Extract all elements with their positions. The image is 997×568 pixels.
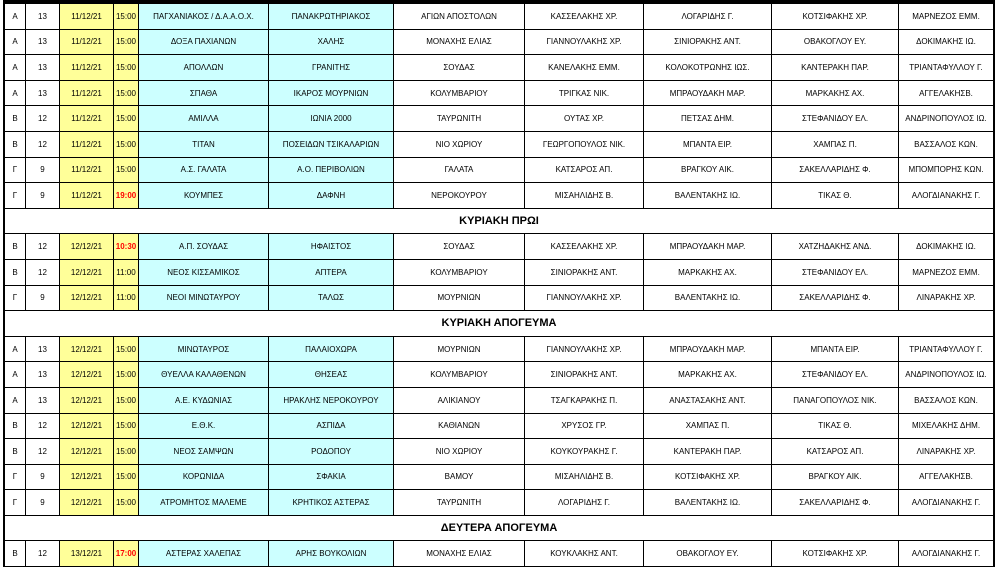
away-team-cell: ΗΡΑΚΛΗΣ ΝΕΡΟΚΟΥΡΟΥ (269, 388, 394, 414)
date-cell: 11/12/21 (60, 55, 114, 81)
venue-cell: ΑΛΙΚΙΑΝΟΥ (394, 388, 525, 414)
referee-cell: ΤΡΙΓΚΑΣ ΝΙΚ. (525, 81, 644, 107)
away-team-cell: ΠΑΛΑΙΟΧΩΡΑ (269, 337, 394, 363)
assistant-1-cell: ΛΟΓΑΡΙΔΗΣ Γ. (644, 4, 772, 30)
category-cell: Γ (3, 183, 26, 209)
assistant-2-cell: ΚΟΤΣΙΦΑΚΗΣ ΧΡ. (772, 541, 899, 567)
table-row (3, 388, 995, 414)
away-team-cell: ΡΟΔΟΠΟΥ (269, 439, 394, 465)
home-team-cell: Α.Π. ΣΟΥΔΑΣ (139, 234, 269, 260)
assistant-1-cell: ΚΟΛΟΚΟΤΡΩΝΗΣ ΙΩΣ. (644, 55, 772, 81)
age-cell: 12 (26, 439, 60, 465)
assistant-2-cell: ΟΒΑΚΟΓΛΟΥ ΕΥ. (772, 30, 899, 56)
time-cell: 17:00 (114, 541, 139, 567)
age-cell: 9 (26, 490, 60, 516)
age-cell: 13 (26, 55, 60, 81)
assistant-1-cell: ΒΡΑΓΚΟΥ ΑΙΚ. (644, 158, 772, 184)
observer-cell: ΒΑΣΣΑΛΟΣ ΚΩΝ. (899, 132, 995, 158)
referee-cell: ΓΙΑΝΝΟΥΛΑΚΗΣ ΧΡ. (525, 337, 644, 363)
table-row (3, 362, 995, 388)
referee-cell: ΜΙΣΑΗΛΙΔΗΣ Β. (525, 465, 644, 491)
age-cell: 9 (26, 158, 60, 184)
category-cell: Γ (3, 465, 26, 491)
assistant-1-cell: ΧΑΜΠΑΣ Π. (644, 414, 772, 440)
category-cell: Β (3, 234, 26, 260)
category-cell: Β (3, 260, 26, 286)
observer-cell: ΜΑΡΝΕΖΟΣ ΕΜΜ. (899, 4, 995, 30)
category-cell: Β (3, 414, 26, 440)
observer-cell: ΑΛΟΓΔΙΑΝΑΚΗΣ Γ. (899, 541, 995, 567)
age-cell: 12 (26, 234, 60, 260)
time-cell: 15:00 (114, 337, 139, 363)
home-team-cell: ΝΕΟΣ ΚΙΣΣΑΜΙΚΟΣ (139, 260, 269, 286)
date-cell: 12/12/21 (60, 414, 114, 440)
age-cell: 12 (26, 414, 60, 440)
fixtures-table (3, 4, 995, 567)
assistant-2-cell: ΜΑΡΚΑΚΗΣ ΑΧ. (772, 81, 899, 107)
category-cell: Α (3, 30, 26, 56)
home-team-cell: ΘΥΕΛΛΑ ΚΑΛΑΘΕΝΩΝ (139, 362, 269, 388)
date-cell: 12/12/21 (60, 465, 114, 491)
category-cell: Β (3, 132, 26, 158)
assistant-2-cell: ΣΑΚΕΛΛΑΡΙΔΗΣ Φ. (772, 286, 899, 312)
assistant-2-cell: ΠΑΝΑΓΟΠΟΥΛΟΣ ΝΙΚ. (772, 388, 899, 414)
referee-cell: ΣΙΝΙΟΡΑΚΗΣ ΑΝΤ. (525, 260, 644, 286)
home-team-cell: ΔΟΞΑ ΠΑΧΙΑΝΩΝ (139, 30, 269, 56)
assistant-1-cell: ΜΑΡΚΑΚΗΣ ΑΧ. (644, 362, 772, 388)
venue-cell: ΝΙΟ ΧΩΡΙΟΥ (394, 439, 525, 465)
home-team-cell: ΑΤΡΟΜΗΤΟΣ ΜΑΛΕΜΕ (139, 490, 269, 516)
assistant-2-cell: ΚΑΤΣΑΡΟΣ ΑΠ. (772, 439, 899, 465)
time-cell: 15:00 (114, 414, 139, 440)
home-team-cell: ΑΣΤΕΡΑΣ ΧΑΛΕΠΑΣ (139, 541, 269, 567)
observer-cell: ΤΡΙΑΝΤΑΦΥΛΛΟΥ Γ. (899, 55, 995, 81)
venue-cell: ΒΑΜΟΥ (394, 465, 525, 491)
referee-cell: ΚΑΤΣΑΡΟΣ ΑΠ. (525, 158, 644, 184)
venue-cell: ΚΟΛΥΜΒΑΡΙΟΥ (394, 260, 525, 286)
date-cell: 12/12/21 (60, 260, 114, 286)
time-cell: 15:00 (114, 439, 139, 465)
observer-cell: ΤΡΙΑΝΤΑΦΥΛΛΟΥ Γ. (899, 337, 995, 363)
home-team-cell: ΑΠΟΛΛΩΝ (139, 55, 269, 81)
referee-cell: ΧΡΥΣΟΣ ΓΡ. (525, 414, 644, 440)
assistant-1-cell: ΠΕΤΣΑΣ ΔΗΜ. (644, 106, 772, 132)
time-cell: 19:00 (114, 183, 139, 209)
assistant-1-cell: ΜΠΑΝΤΑ ΕΙΡ. (644, 132, 772, 158)
table-row (3, 183, 995, 209)
time-cell: 15:00 (114, 81, 139, 107)
category-cell: Γ (3, 158, 26, 184)
referee-cell: ΛΟΓΑΡΙΔΗΣ Γ. (525, 490, 644, 516)
home-team-cell: Α.Σ. ΓΑΛΑΤΑ (139, 158, 269, 184)
assistant-2-cell: ΤΙΚΑΣ Θ. (772, 183, 899, 209)
table-row (3, 106, 995, 132)
section-header: ΚΥΡΙΑΚΗ ΠΡΩΙ (3, 209, 995, 235)
age-cell: 13 (26, 30, 60, 56)
category-cell: Γ (3, 490, 26, 516)
table-row (3, 439, 995, 465)
section-header: ΚΥΡΙΑΚΗ ΑΠΟΓΕΥΜΑ (3, 311, 995, 337)
assistant-1-cell: ΜΠΡΑΟΥΔΑΚΗ ΜΑΡ. (644, 234, 772, 260)
age-cell: 9 (26, 465, 60, 491)
home-team-cell: ΤΙΤΑΝ (139, 132, 269, 158)
observer-cell: ΛΙΝΑΡΑΚΗΣ ΧΡ. (899, 439, 995, 465)
assistant-2-cell: ΒΡΑΓΚΟΥ ΑΙΚ. (772, 465, 899, 491)
home-team-cell: ΚΟΡΩΝΙΔΑ (139, 465, 269, 491)
category-cell: Α (3, 337, 26, 363)
time-cell: 11:00 (114, 260, 139, 286)
assistant-2-cell: ΣΑΚΕΛΛΑΡΙΔΗΣ Φ. (772, 158, 899, 184)
away-team-cell: ΗΦΑΙΣΤΟΣ (269, 234, 394, 260)
referee-cell: ΜΙΣΑΗΛΙΔΗΣ Β. (525, 183, 644, 209)
assistant-2-cell: ΣΤΕΦΑΝΙΔΟΥ ΕΛ. (772, 106, 899, 132)
observer-cell: ΔΟΚΙΜΑΚΗΣ ΙΩ. (899, 30, 995, 56)
age-cell: 12 (26, 106, 60, 132)
assistant-2-cell: ΧΑΤΖΗΔΑΚΗΣ ΑΝΔ. (772, 234, 899, 260)
assistant-1-cell: ΚΟΤΣΙΦΑΚΗΣ ΧΡ. (644, 465, 772, 491)
venue-cell: ΚΑΘΙΑΝΩΝ (394, 414, 525, 440)
referee-cell: ΓΙΑΝΝΟΥΛΑΚΗΣ ΧΡ. (525, 286, 644, 312)
away-team-cell: ΘΗΣΕΑΣ (269, 362, 394, 388)
category-cell: Β (3, 541, 26, 567)
time-cell: 15:00 (114, 30, 139, 56)
table-row (3, 81, 995, 107)
home-team-cell: ΜΙΝΩΤΑΥΡΟΣ (139, 337, 269, 363)
referee-cell: ΚΟΥΚΛΑΚΗΣ ΑΝΤ. (525, 541, 644, 567)
date-cell: 11/12/21 (60, 158, 114, 184)
venue-cell: ΤΑΥΡΩΝΙΤΗ (394, 106, 525, 132)
time-cell: 15:00 (114, 362, 139, 388)
away-team-cell: ΑΠΤΕΡΑ (269, 260, 394, 286)
venue-cell: ΣΟΥΔΑΣ (394, 55, 525, 81)
date-cell: 11/12/21 (60, 30, 114, 56)
date-cell: 11/12/21 (60, 106, 114, 132)
assistant-1-cell: ΚΑΝΤΕΡΑΚΗ ΠΑΡ. (644, 439, 772, 465)
time-cell: 15:00 (114, 132, 139, 158)
date-cell: 12/12/21 (60, 439, 114, 465)
venue-cell: ΚΟΛΥΜΒΑΡΙΟΥ (394, 81, 525, 107)
table-row (3, 337, 995, 363)
time-cell: 15:00 (114, 490, 139, 516)
section-header: ΔΕΥΤΕΡΑ ΑΠΟΓΕΥΜΑ (3, 516, 995, 542)
referee-cell: ΤΣΑΓΚΑΡΑΚΗΣ Π. (525, 388, 644, 414)
home-team-cell: ΝΕΟΙ ΜΙΝΩΤΑΥΡΟΥ (139, 286, 269, 312)
observer-cell: ΑΓΓΕΛΑΚΗΣΒ. (899, 465, 995, 491)
time-cell: 15:00 (114, 4, 139, 30)
observer-cell: ΑΓΓΕΛΑΚΗΣΒ. (899, 81, 995, 107)
observer-cell: ΛΙΝΑΡΑΚΗΣ ΧΡ. (899, 286, 995, 312)
assistant-1-cell: ΜΑΡΚΑΚΗΣ ΑΧ. (644, 260, 772, 286)
venue-cell: ΝΕΡΟΚΟΥΡΟΥ (394, 183, 525, 209)
assistant-1-cell: ΜΠΡΑΟΥΔΑΚΗ ΜΑΡ. (644, 81, 772, 107)
venue-cell: ΜΟΝΑΧΗΣ ΕΛΙΑΣ (394, 30, 525, 56)
category-cell: Α (3, 4, 26, 30)
time-cell: 15:00 (114, 388, 139, 414)
category-cell: Γ (3, 286, 26, 312)
table-row (3, 4, 995, 30)
observer-cell: ΑΝΔΡΙΝΟΠΟΥΛΟΣ ΙΩ. (899, 106, 995, 132)
time-cell: 15:00 (114, 106, 139, 132)
assistant-2-cell: ΚΑΝΤΕΡΑΚΗ ΠΑΡ. (772, 55, 899, 81)
time-cell: 15:00 (114, 158, 139, 184)
age-cell: 9 (26, 286, 60, 312)
age-cell: 13 (26, 81, 60, 107)
assistant-1-cell: ΒΑΛΕΝΤΑΚΗΣ ΙΩ. (644, 286, 772, 312)
assistant-2-cell: ΚΟΤΣΙΦΑΚΗΣ ΧΡ. (772, 4, 899, 30)
time-cell: 11:00 (114, 286, 139, 312)
away-team-cell: ΑΡΗΣ ΒΟΥΚΟΛΙΩΝ (269, 541, 394, 567)
assistant-1-cell: ΑΝΑΣΤΑΣΑΚΗΣ ΑΝΤ. (644, 388, 772, 414)
venue-cell: ΚΟΛΥΜΒΑΡΙΟΥ (394, 362, 525, 388)
date-cell: 11/12/21 (60, 183, 114, 209)
home-team-cell: ΝΕΟΣ ΣΑΜΨΩΝ (139, 439, 269, 465)
observer-cell: ΔΟΚΙΜΑΚΗΣ ΙΩ. (899, 234, 995, 260)
home-team-cell: ΣΠΑΘΑ (139, 81, 269, 107)
referee-cell: ΚΟΥΚΟΥΡΑΚΗΣ Γ. (525, 439, 644, 465)
venue-cell: ΜΟΥΡΝΙΩΝ (394, 337, 525, 363)
table-row (3, 30, 995, 56)
age-cell: 13 (26, 388, 60, 414)
referee-cell: ΓΕΩΡΓΟΠΟΥΛΟΣ ΝΙΚ. (525, 132, 644, 158)
table-row (3, 286, 995, 312)
assistant-2-cell: ΜΠΑΝΤΑ ΕΙΡ. (772, 337, 899, 363)
away-team-cell: ΑΣΠΙΔΑ (269, 414, 394, 440)
category-cell: Α (3, 81, 26, 107)
date-cell: 12/12/21 (60, 490, 114, 516)
assistant-1-cell: ΜΠΡΑΟΥΔΑΚΗ ΜΑΡ. (644, 337, 772, 363)
date-cell: 12/12/21 (60, 234, 114, 260)
observer-cell: ΜΠΟΜΠΟΡΗΣ ΚΩΝ. (899, 158, 995, 184)
observer-cell: ΜΙΧΕΛΑΚΗΣ ΔΗΜ. (899, 414, 995, 440)
observer-cell: ΑΛΟΓΔΙΑΝΑΚΗΣ Γ. (899, 183, 995, 209)
away-team-cell: ΠΟΣΕΙΔΩΝ ΤΣΙΚΑΛΑΡΙΩΝ (269, 132, 394, 158)
away-team-cell: ΚΡΗΤΙΚΟΣ ΑΣΤΕΡΑΣ (269, 490, 394, 516)
table-row (3, 260, 995, 286)
assistant-1-cell: ΒΑΛΕΝΤΑΚΗΣ ΙΩ. (644, 183, 772, 209)
date-cell: 11/12/21 (60, 4, 114, 30)
table-row (3, 132, 995, 158)
assistant-2-cell: ΧΑΜΠΑΣ Π. (772, 132, 899, 158)
referee-cell: ΚΑΣΣΕΛΑΚΗΣ ΧΡ. (525, 234, 644, 260)
table-row (3, 158, 995, 184)
date-cell: 11/12/21 (60, 81, 114, 107)
away-team-cell: ΧΑΛΗΣ (269, 30, 394, 56)
referee-cell: ΚΑΝΕΛΑΚΗΣ ΕΜΜ. (525, 55, 644, 81)
time-cell: 15:00 (114, 55, 139, 81)
assistant-1-cell: ΒΑΛΕΝΤΑΚΗΣ ΙΩ. (644, 490, 772, 516)
date-cell: 12/12/21 (60, 388, 114, 414)
away-team-cell: ΓΡΑΝΙΤΗΣ (269, 55, 394, 81)
assistant-2-cell: ΤΙΚΑΣ Θ. (772, 414, 899, 440)
age-cell: 12 (26, 260, 60, 286)
away-team-cell: ΙΚΑΡΟΣ ΜΟΥΡΝΙΩΝ (269, 81, 394, 107)
category-cell: Β (3, 439, 26, 465)
venue-cell: ΜΟΝΑΧΗΣ ΕΛΙΑΣ (394, 541, 525, 567)
date-cell: 12/12/21 (60, 337, 114, 363)
referee-cell: ΚΑΣΣΕΛΑΚΗΣ ΧΡ. (525, 4, 644, 30)
home-team-cell: ΠΑΓΧΑΝΙΑΚΟΣ / Δ.Α.Α.Ο.Χ. (139, 4, 269, 30)
table-row (3, 465, 995, 491)
away-team-cell: ΠΑΝΑΚΡΩΤΗΡΙΑΚΟΣ (269, 4, 394, 30)
observer-cell: ΜΑΡΝΕΖΟΣ ΕΜΜ. (899, 260, 995, 286)
category-cell: Α (3, 55, 26, 81)
table-row (3, 541, 995, 567)
venue-cell: ΤΑΥΡΩΝΙΤΗ (394, 490, 525, 516)
date-cell: 12/12/21 (60, 286, 114, 312)
observer-cell: ΑΝΔΡΙΝΟΠΟΥΛΟΣ ΙΩ. (899, 362, 995, 388)
venue-cell: ΝΙΟ ΧΩΡΙΟΥ (394, 132, 525, 158)
age-cell: 9 (26, 183, 60, 209)
age-cell: 12 (26, 541, 60, 567)
assistant-2-cell: ΣΤΕΦΑΝΙΔΟΥ ΕΛ. (772, 362, 899, 388)
home-team-cell: Α.Ε. ΚΥΔΩΝΙΑΣ (139, 388, 269, 414)
observer-cell: ΒΑΣΣΑΛΟΣ ΚΩΝ. (899, 388, 995, 414)
home-team-cell: ΑΜΙΛΛΑ (139, 106, 269, 132)
away-team-cell: ΔΑΦΝΗ (269, 183, 394, 209)
category-cell: Α (3, 362, 26, 388)
age-cell: 13 (26, 4, 60, 30)
away-team-cell: ΤΑΛΩΣ (269, 286, 394, 312)
assistant-2-cell: ΣΑΚΕΛΛΑΡΙΔΗΣ Φ. (772, 490, 899, 516)
date-cell: 12/12/21 (60, 362, 114, 388)
time-cell: 10:30 (114, 234, 139, 260)
time-cell: 15:00 (114, 465, 139, 491)
venue-cell: ΓΑΛΑΤΑ (394, 158, 525, 184)
away-team-cell: ΙΩΝΙΑ 2000 (269, 106, 394, 132)
observer-cell: ΑΛΟΓΔΙΑΝΑΚΗΣ Γ. (899, 490, 995, 516)
age-cell: 13 (26, 362, 60, 388)
date-cell: 13/12/21 (60, 541, 114, 567)
referee-cell: ΣΙΝΙΟΡΑΚΗΣ ΑΝΤ. (525, 362, 644, 388)
table-row (3, 414, 995, 440)
away-team-cell: Α.Ο. ΠΕΡΙΒΟΛΙΩΝ (269, 158, 394, 184)
venue-cell: ΣΟΥΔΑΣ (394, 234, 525, 260)
referee-cell: ΓΙΑΝΝΟΥΛΑΚΗΣ ΧΡ. (525, 30, 644, 56)
table-row (3, 490, 995, 516)
age-cell: 13 (26, 337, 60, 363)
home-team-cell: Ε.Θ.Κ. (139, 414, 269, 440)
assistant-1-cell: ΟΒΑΚΟΓΛΟΥ ΕΥ. (644, 541, 772, 567)
age-cell: 12 (26, 132, 60, 158)
table-row (3, 55, 995, 81)
category-cell: Β (3, 106, 26, 132)
venue-cell: ΑΓΙΩΝ ΑΠΟΣΤΟΛΩΝ (394, 4, 525, 30)
table-row (3, 234, 995, 260)
referee-cell: ΟΥΤΑΣ ΧΡ. (525, 106, 644, 132)
assistant-1-cell: ΣΙΝΙΟΡΑΚΗΣ ΑΝΤ. (644, 30, 772, 56)
venue-cell: ΜΟΥΡΝΙΩΝ (394, 286, 525, 312)
away-team-cell: ΣΦΑΚΙΑ (269, 465, 394, 491)
assistant-2-cell: ΣΤΕΦΑΝΙΔΟΥ ΕΛ. (772, 260, 899, 286)
category-cell: Α (3, 388, 26, 414)
date-cell: 11/12/21 (60, 132, 114, 158)
home-team-cell: ΚΟΥΜΠΕΣ (139, 183, 269, 209)
